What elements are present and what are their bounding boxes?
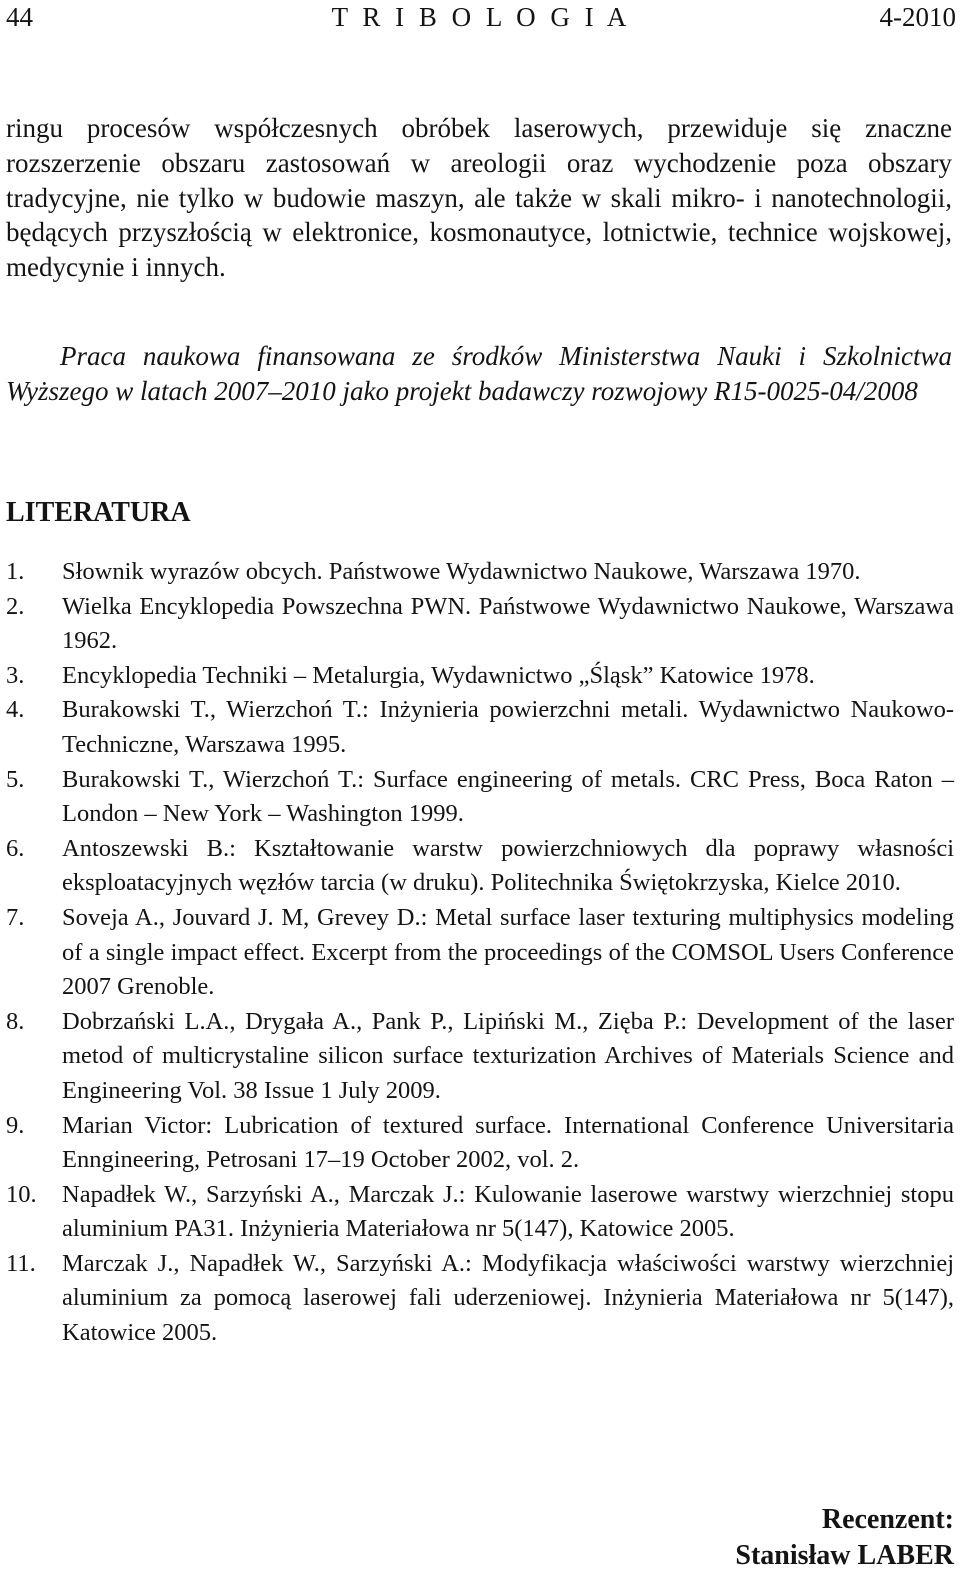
reference-number: 2.	[6, 592, 25, 620]
journal-title: T R I B O L O G I A	[331, 2, 631, 32]
reference-text: Napadłek W., Sarzyński A., Marczak J.: Kulowanie laserowe warstwy wierzchniej stopu aluminium PA31. Inżynieria Materiałowa nr 5(147), Katowice 2005.	[62, 1180, 954, 1243]
reference-item	[6, 1109, 954, 1178]
reference-text: Dobrzański L.A., Drygała A., Pank P., Lipiński M., Zięba P.: Development of the laser metod of multicrystaline silicon surface texturization Archives of Materials Science and Engineering Vol. 38 Issue 1 July 2009.	[62, 1007, 954, 1104]
reference-item	[6, 763, 954, 832]
reference-item	[6, 1005, 954, 1109]
reference-number: 9.	[6, 1111, 25, 1139]
reference-number: 6.	[6, 834, 25, 862]
reference-item	[6, 901, 954, 1005]
reference-item	[6, 832, 954, 901]
body-paragraph-block	[6, 111, 952, 285]
reviewer-name: Stanisław LABER	[735, 1540, 954, 1571]
reviewer-block	[735, 1502, 954, 1574]
reference-text: Burakowski T., Wierzchoń T.: Inżynieria powierzchni metali. Wydawnictwo Naukowo-Techniczne, Warszawa 1995.	[62, 696, 954, 758]
reference-number: 7.	[6, 903, 25, 931]
page-header	[6, 0, 956, 40]
page-number: 44	[6, 2, 33, 32]
reference-text: Burakowski T., Wierzchoń T.: Surface engineering of metals. CRC Press, Boca Raton – London – New York – Washington 1999.	[62, 765, 954, 828]
reference-number: 3.	[6, 661, 25, 689]
reference-item	[6, 590, 954, 659]
issue-number: 4-2010	[879, 2, 956, 32]
section-title: LITERATURA	[6, 497, 191, 528]
reference-item	[6, 659, 954, 694]
reference-text: Encyklopedia Techniki – Metalurgia, Wydawnictwo „Śląsk” Katowice 1978.	[62, 661, 815, 689]
reference-item	[6, 693, 954, 762]
reference-number: 10.	[6, 1180, 37, 1208]
reference-item	[6, 1178, 954, 1247]
reference-text: Soveja A., Jouvard J. M, Grevey D.: Metal surface laser texturing multiphysics modeling of a single impact effect. Excerpt from the proceedings of the COMSOL Users Conference 2007 Grenoble.	[62, 903, 954, 1001]
reference-number: 11.	[6, 1249, 36, 1277]
reference-text: Słownik wyrazów obcych. Państwowe Wydawnictwo Naukowe, Warszawa 1970.	[62, 558, 861, 585]
funding-note-block	[6, 339, 952, 408]
reference-text: Marian Victor: Lubrication of textured surface. International Conference Universitaria Enngineering, Petrosani 17–19 October 2002, vol. 2.	[62, 1111, 954, 1174]
reference-item	[6, 1247, 954, 1351]
reference-text: Marczak J., Napadłek W., Sarzyński A.: Modyfikacja właściwości warstwy wierzchniej aluminium za pomocą laserowej fali uderzeniowej. Inżynieria Materiałowa nr 5(147), Katowice 2005.	[62, 1249, 954, 1347]
reference-item	[6, 555, 954, 590]
reference-number: 8.	[6, 1007, 25, 1035]
reviewer-label: Recenzent:	[821, 1504, 954, 1535]
reference-number: 4.	[6, 696, 25, 724]
reference-text: Wielka Encyklopedia Powszechna PWN. Państwowe Wydawnictwo Naukowe, Warszawa 1962.	[62, 592, 954, 655]
reference-text: Antoszewski B.: Kształtowanie warstw powierzchniowych dla poprawy własności eksploatacyjnych węzłów tarcia (w druku). Politechnika Świętokrzyska, Kielce 2010.	[62, 834, 954, 897]
reference-list	[6, 555, 954, 1351]
body-paragraph: ringu procesów współczesnych obróbek laserowych, przewiduje się znaczne rozszerzenie obszaru zastosowań w areologii oraz wychodzenie poza obszary tradycyjne, nie tylko w budowie maszyn, ale także w skali mikro- i nanotechnologii, będących przyszłością w elektronice, kosmonautyce, lotnictwie, technice wojskowej, medycynie i innych.	[6, 113, 952, 283]
reference-number: 5.	[6, 765, 25, 793]
funding-note: Praca naukowa finansowana ze środków Ministerstwa Nauki i Szkolnictwa Wyższego w latach 2007–2010 jako projekt badawczy rozwojowy R15-0025-04/2008	[6, 341, 952, 406]
reference-number: 1.	[6, 558, 25, 585]
